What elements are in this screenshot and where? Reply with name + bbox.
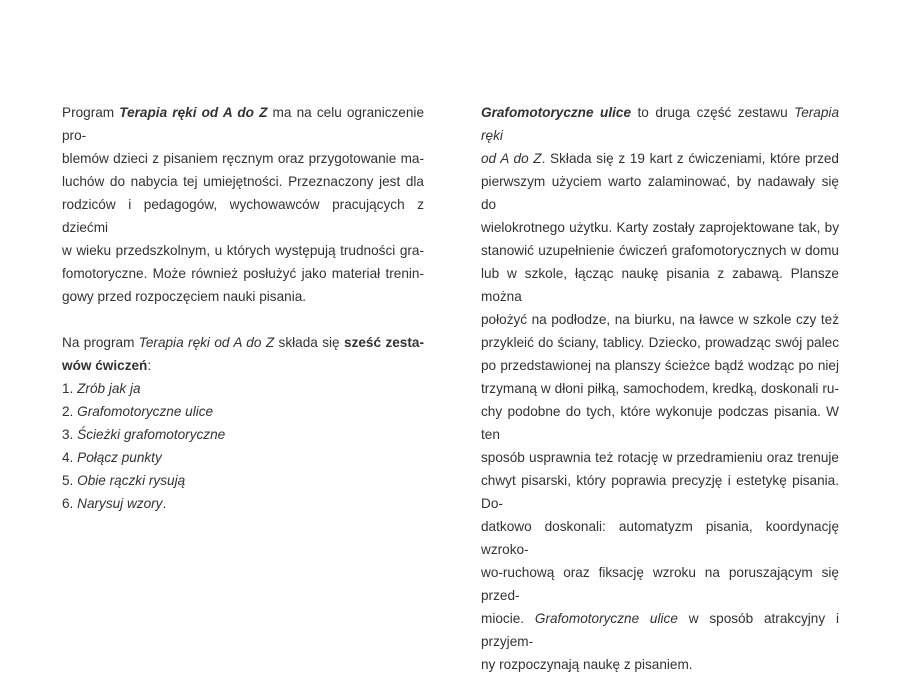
intro-line-7: gowy przed rozpoczęciem nauki pisania. [62,289,307,304]
exercise-item: 1. Zrób jak ja [62,381,141,396]
paragraph-gap [62,308,424,331]
section-title: Grafomotoryczne ulice [481,105,632,120]
right-line: chwyt pisarski, który poprawia precyzję i estetykę pisania. Do- [481,473,839,511]
right-line: po przedstawionej na planszy ścieżce bądź wodząc po niej [481,358,839,373]
program-title: Terapia ręki od A do Z [119,105,268,120]
right-line: sposób usprawnia też rotację w przedramieniu oraz trenuje [481,450,839,465]
right-line: chy podobne do tych, które wykonuje podczas pisania. W ten [481,404,839,442]
right-line-2: od A do Z. Składa się z 19 kart z ćwiczeniami, które przed [481,151,839,166]
right-line-1: Grafomotoryczne ulice to druga część zestawu Terapia ręki [481,105,839,143]
right-line-last-1: miocie. Grafomotoryczne ulice w sposób atrakcyjny i przyjem- [481,611,839,649]
program-line-2: wów ćwiczeń: [62,358,152,373]
exercise-item: 3. Ścieżki grafomotoryczne [62,427,226,442]
right-line: przykleić do ściany, tablicy. Dziecko, prowadząc swój palec [481,335,839,350]
right-line: datkowo doskonali: automatyzm pisania, koordynację wzroko- [481,519,839,557]
right-line: lub w szkole, łącząc naukę pisania z zabawą. Plansze można [481,266,839,304]
program-line-1: Na program Terapia ręki od A do Z składa się sześć zesta- [62,335,424,350]
right-line: wo-ruchową oraz fiksację wzroku na poruszającym się przed- [481,565,839,603]
right-line: trzymaną w dłoni piłką, samochodem, kredką, doskonali ru- [481,381,839,396]
intro-line-3: luchów do nabycia tej umiejętności. Przeznaczony jest dla [62,174,424,189]
right-line: stanowić uzupełnienie ćwiczeń grafomotorycznych w domu [481,243,839,258]
intro-line-6: fomotoryczne. Może również posłużyć jako materiał trenin- [62,266,424,281]
intro-line-5: w wieku przedszkolnym, u których występują trudności gra- [62,243,424,258]
exercise-item: 2. Grafomotoryczne ulice [62,404,214,419]
right-line: pierwszym użyciem warto zalaminować, by nadawały się do [481,174,839,212]
right-column [481,101,839,676]
intro-line-2: blemów dzieci z pisaniem ręcznym oraz przygotowanie ma- [62,151,424,166]
exercise-item: 4. Połącz punkty [62,450,162,465]
left-column [62,101,424,515]
exercise-item: 6. Narysuj wzory. [62,496,167,511]
intro-line-4: rodziców i pedagogów, wychowawców pracujących z dziećmi [62,197,424,235]
exercise-item: 5. Obie rączki rysują [62,473,186,488]
intro-line-1: Program Terapia ręki od A do Z ma na celu ograniczenie pro- [62,105,425,143]
right-line: wielokrotnego użytku. Karty zostały zaprojektowane tak, by [481,220,839,235]
right-line-last-2: ny rozpoczynają naukę z pisaniem. [481,657,693,672]
right-line: położyć na podłodze, na biurku, na ławce w szkole czy też [481,312,839,327]
